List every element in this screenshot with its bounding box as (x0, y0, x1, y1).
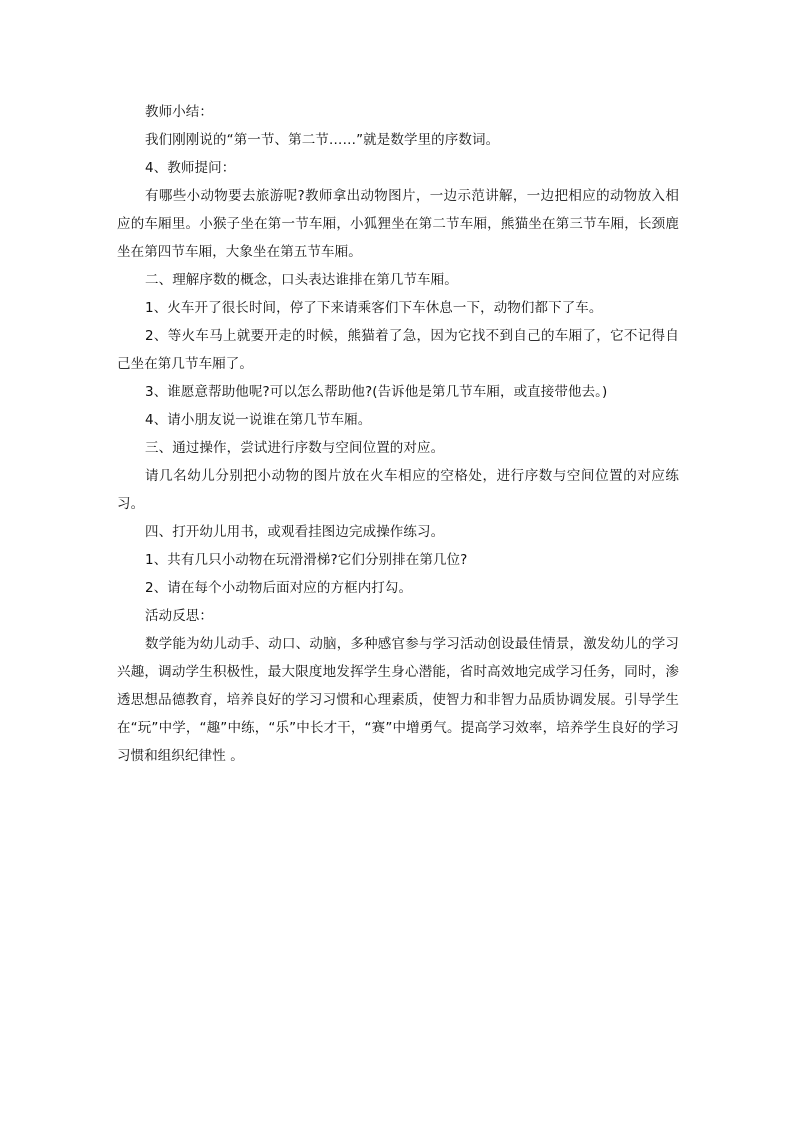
paragraph-placement-exercise: 请几名幼儿分别把小动物的图片放在火车相应的空格处，进行序数与空间位置的对应练习。 (117, 468, 679, 512)
paragraph-who-helps: 3、谁愿意帮助他呢?可以怎么帮助他?(告诉他是第几节车厢，或直接带他去。) (145, 384, 608, 400)
paragraph-ordinal-words: 我们刚刚说的“第一节、第二节……”就是数学里的序数词。 (145, 132, 500, 148)
paragraph-children-say: 4、请小朋友说一说谁在第几节车厢。 (145, 412, 372, 428)
paragraph-reflection-body: 数学能为幼儿动手、动口、动脑，多种感官参与学习活动创设最佳情景，激发幼儿的学习兴趣，调动学生积极性，最大限度地发挥学生身心潜能，省时高效地完成学习任务，同时，渗透思想品德教育，培养良好的学习习惯和心理素质，使智力和非智力品质协调发展。引导学生在“玩”中学，“趣”中练，“乐”中长才干，“赛”中增勇气。提高学习效率，培养学生良好的学习习惯和组织纪律性 。 (117, 636, 679, 764)
paragraph-slide-question: 1、共有几只小动物在玩滑滑梯?它们分别排在第几位? (145, 552, 468, 568)
paragraph-section-three-heading: 三、通过操作，尝试进行序数与空间位置的对应。 (145, 440, 445, 456)
paragraph-teacher-summary-heading: 教师小结： (145, 104, 213, 120)
paragraph-reflection-heading: 活动反思： (145, 608, 213, 624)
paragraph-panda-lost: 2、等火车马上就要开走的时候，熊猫着了急，因为它找不到自己的车厢了，它不记得自己坐在第几节车厢了。 (117, 328, 679, 372)
paragraph-section-four-heading: 四、打开幼儿用书，或观看挂图边完成操作练习。 (145, 524, 445, 540)
paragraph-teacher-question-heading: 4、教师提问： (145, 160, 236, 176)
paragraph-tick-boxes: 2、请在每个小动物后面对应的方框内打勾。 (145, 580, 413, 596)
paragraph-train-stop: 1、火车开了很长时间，停了下来请乘客们下车休息一下，动物们都下了车。 (145, 300, 603, 316)
paragraph-section-two-heading: 二、理解序数的概念，口头表达谁排在第几节车厢。 (145, 272, 458, 288)
paragraph-animal-cars: 有哪些小动物要去旅游呢?教师拿出动物图片，一边示范讲解，一边把相应的动物放入相应的车厢里。小猴子坐在第一节车厢，小狐狸坐在第二节车厢，熊猫坐在第三节车厢，长颈鹿坐在第四节车厢，大象坐在第五节车厢。 (117, 188, 679, 260)
document-body (117, 98, 679, 770)
